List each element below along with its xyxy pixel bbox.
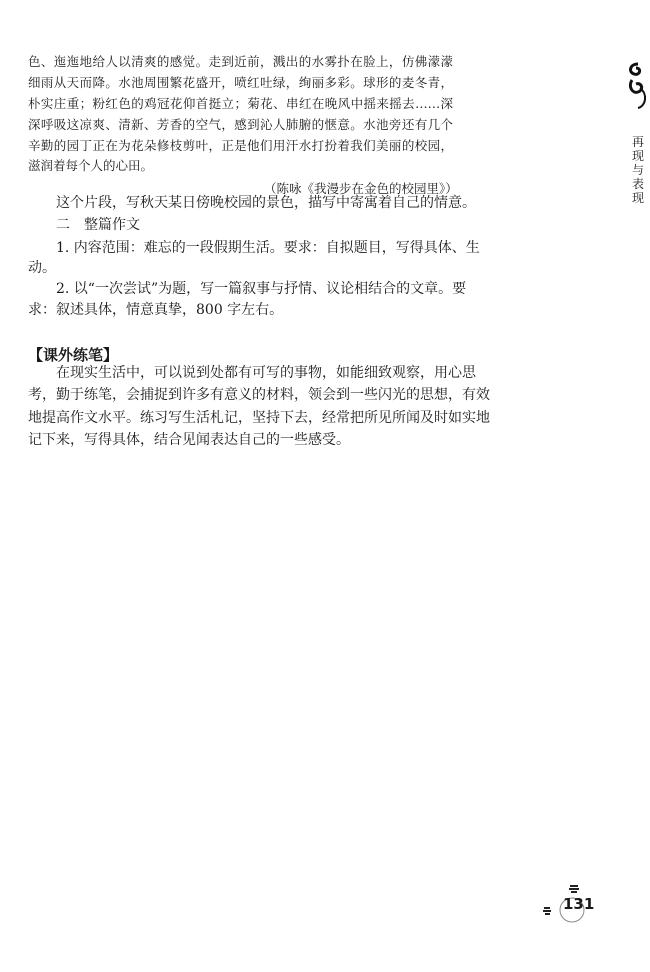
extra-practice-heading: 【课外练笔】 [28, 346, 119, 364]
extra-line: 在现实生活中，可以说到处都有可写的事物，如能细致观察，用心思 [56, 365, 476, 381]
citation: （陈咏《我漫步在金色的校园里》） [264, 181, 458, 196]
comment: 这个片段，写秋天某日傍晚校园的景色，描写中寄寓着自己的情意。 [56, 195, 476, 211]
excerpt-line: 辛勤的园丁正在为花朵修枝剪叶，正是他们用汗水打扮着我们美丽的校园， [28, 138, 453, 153]
task-2-line: 2. 以“一次尝试”为题，写一篇叙事与抒情、议论相结合的文章。要 [56, 281, 467, 297]
page-number: 131 [563, 895, 595, 913]
task-1-line: 1. 内容范围：难忘的一段假期生活。要求：自拟题目，写得具体、生 [56, 240, 480, 256]
task-2-line: 求：叙述具体，情意真挚，800 字左右。 [28, 302, 284, 318]
ornament-icon [626, 62, 650, 110]
excerpt-line: 深呼吸这凉爽、清新、芳香的空气，感到沁人肺腑的惬意。水池旁还有几个 [28, 117, 453, 132]
extra-line: 记下来，写得具体，结合见闻表达自己的一些感受。 [28, 432, 350, 448]
excerpt-line: 滋润着每个人的心田。 [28, 158, 154, 173]
task-1-line: 动。 [28, 260, 56, 276]
extra-line: 考，勤于练笔，会捕捉到许多有意义的材料，领会到一些闪光的思想，有效 [28, 387, 490, 403]
section-title: 二 整篇作文 [56, 217, 140, 233]
extra-line: 地提高作文水平。练习写生活札记，坚持下去，经常把所见所闻及时如实地 [28, 410, 490, 426]
excerpt-line: 细雨从天而降。水池周围繁花盛开，喷红吐绿，绚丽多彩。球形的麦冬青， [28, 75, 453, 90]
excerpt-line: 色、迤迤地给人以清爽的感觉。走到近前，溅出的水雾扑在脸上，仿佛濛濛 [28, 54, 453, 69]
side-section-label: 再现与表现 [632, 135, 645, 205]
excerpt-line: 朴实庄重；粉红色的鸡冠花仰首挺立；菊花、串红在晚风中摇来摇去……深 [28, 96, 453, 111]
